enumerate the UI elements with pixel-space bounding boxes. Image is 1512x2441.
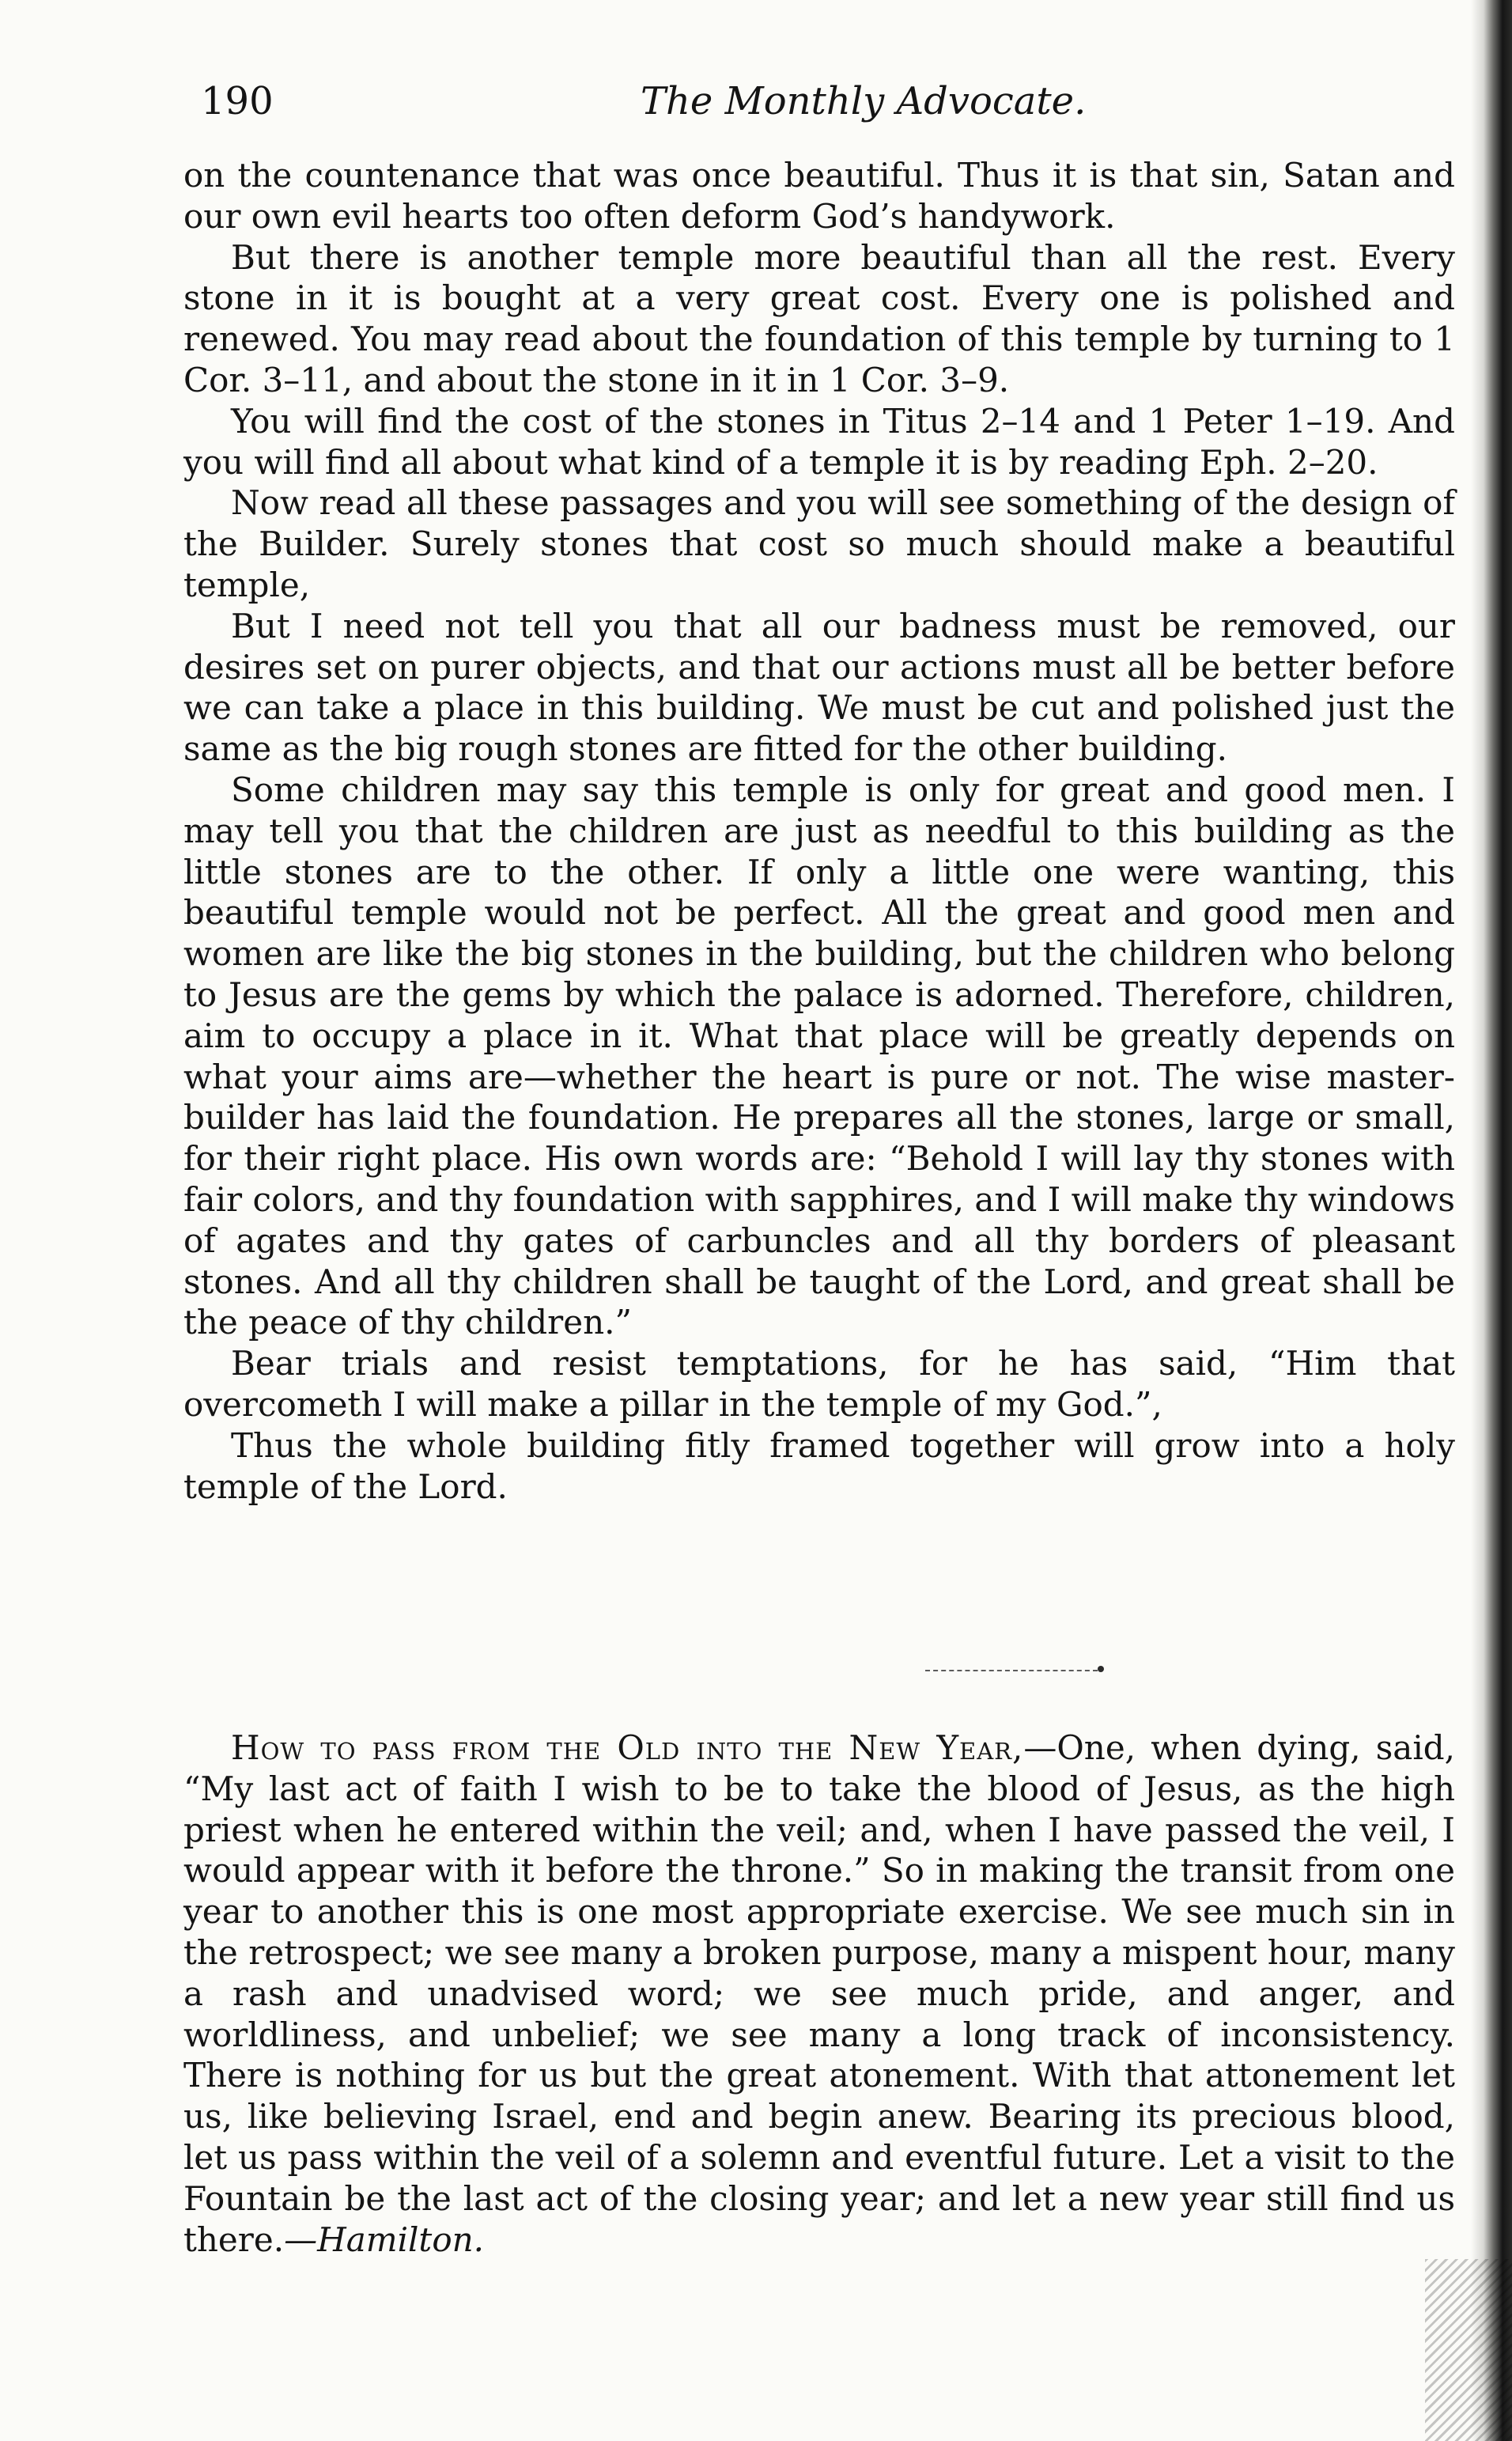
new-year-paragraph (183, 1728, 1455, 2260)
new-year-section (183, 1728, 1455, 2260)
paragraph-bear-trials: Bear trials and resist temptations, for he has said, “Him that overcometh I will make a pillar in the temple of my God.”, (183, 1344, 1455, 1424)
section-divider-dot (1098, 1666, 1104, 1672)
page-header (201, 78, 1466, 133)
paragraph-badness-removed: But I need not tell you that all our badness must be removed, our desires set on purer objects, and that our actions must all be better before we can take a place in this building. We must be cut and polished just the same as the big rough stones are fitted for the other building. (183, 606, 1455, 769)
paragraph-another-temple: But there is another temple more beautiful than all the rest. Every stone in it is bought at a very great cost. Every one is polished and renewed. You may read about the foundation of this temple by turning to 1 Cor. 3–11, and about the stone in it in 1 Cor. 3–9. (183, 237, 1455, 399)
attribution: —Hamilton. (284, 2220, 485, 2259)
section-body-text: —One, when dying, said, “My last act of faith I wish to be to take the blood of Jesus, as the high priest when he entered within the veil; and, when I have passed the veil, I would appear with it before the throne.” So in making the transit from one year to another this is one most appropriate exercise. We see much sin in the retrospect; we see many a broken purpose, many a mispent hour, many a rash and unadvised word; we see much pride, and anger, and worldliness, and unbelief; we see many a long track of inconsistency. There is nothing for us but the great atonement. With that attonement let us, like believing Israel, end and begin anew. Bearing its precious blood, let us pass within the veil of a solemn and eventful future. Let a visit to the Fountain be the last act of the closing year; and let a new year still find us there. (183, 1728, 1455, 2259)
page-number: 190 (201, 79, 274, 123)
running-title: The Monthly Advocate. (641, 79, 1087, 123)
article-body (183, 155, 1455, 1507)
paragraph-holy-temple: Thus the whole building fitly framed together will grow into a holy temple of the Lord. (183, 1425, 1455, 1506)
paragraph-cost-of-stones: You will find the cost of the stones in Titus 2–14 and 1 Peter 1–19. And you will find all about what kind of a temple it is by reading Eph. 2–20. (183, 401, 1455, 482)
page-edge-shadow (1471, 0, 1512, 2441)
page-edge-texture (1425, 2259, 1512, 2441)
section-divider (925, 1670, 1098, 1671)
paragraph-design-of-builder: Now read all these passages and you will see something of the design of the Builder. Surely stones that cost so much should make a beautiful temple, (183, 483, 1455, 604)
paragraph-children-gems: Some children may say this temple is only for great and good men. I may tell you that the children are just as needful to this building as the little stones are to the other. If only a little one were wanting, this beautiful temple would not be perfect. All the great and good men and women are like the big stones in the building, but the children who belong to Jesus are the gems by which the palace is adorned. Therefore, children, aim to occupy a place in it. What that place will be greatly depends on what your aims are—whether the heart is pure or not. The wise master-builder has laid the foundation. He prepares all the stones, large or small, for their right place. His own words are: “Behold I will lay thy stones with fair colors, and thy foundation with sapphires, and I will make thy windows of agates and thy gates of carbuncles and all thy borders of pleasant stones. And all thy children shall be taught of the Lord, and great shall be the peace of thy children.” (183, 770, 1455, 1342)
paragraph-continuation: on the countenance that was once beautiful. Thus it is that sin, Satan and our own evil hearts too often deform God’s handywork. (183, 156, 1455, 236)
section-lead-title: How to pass from the Old into the New Year, (231, 1728, 1024, 1767)
